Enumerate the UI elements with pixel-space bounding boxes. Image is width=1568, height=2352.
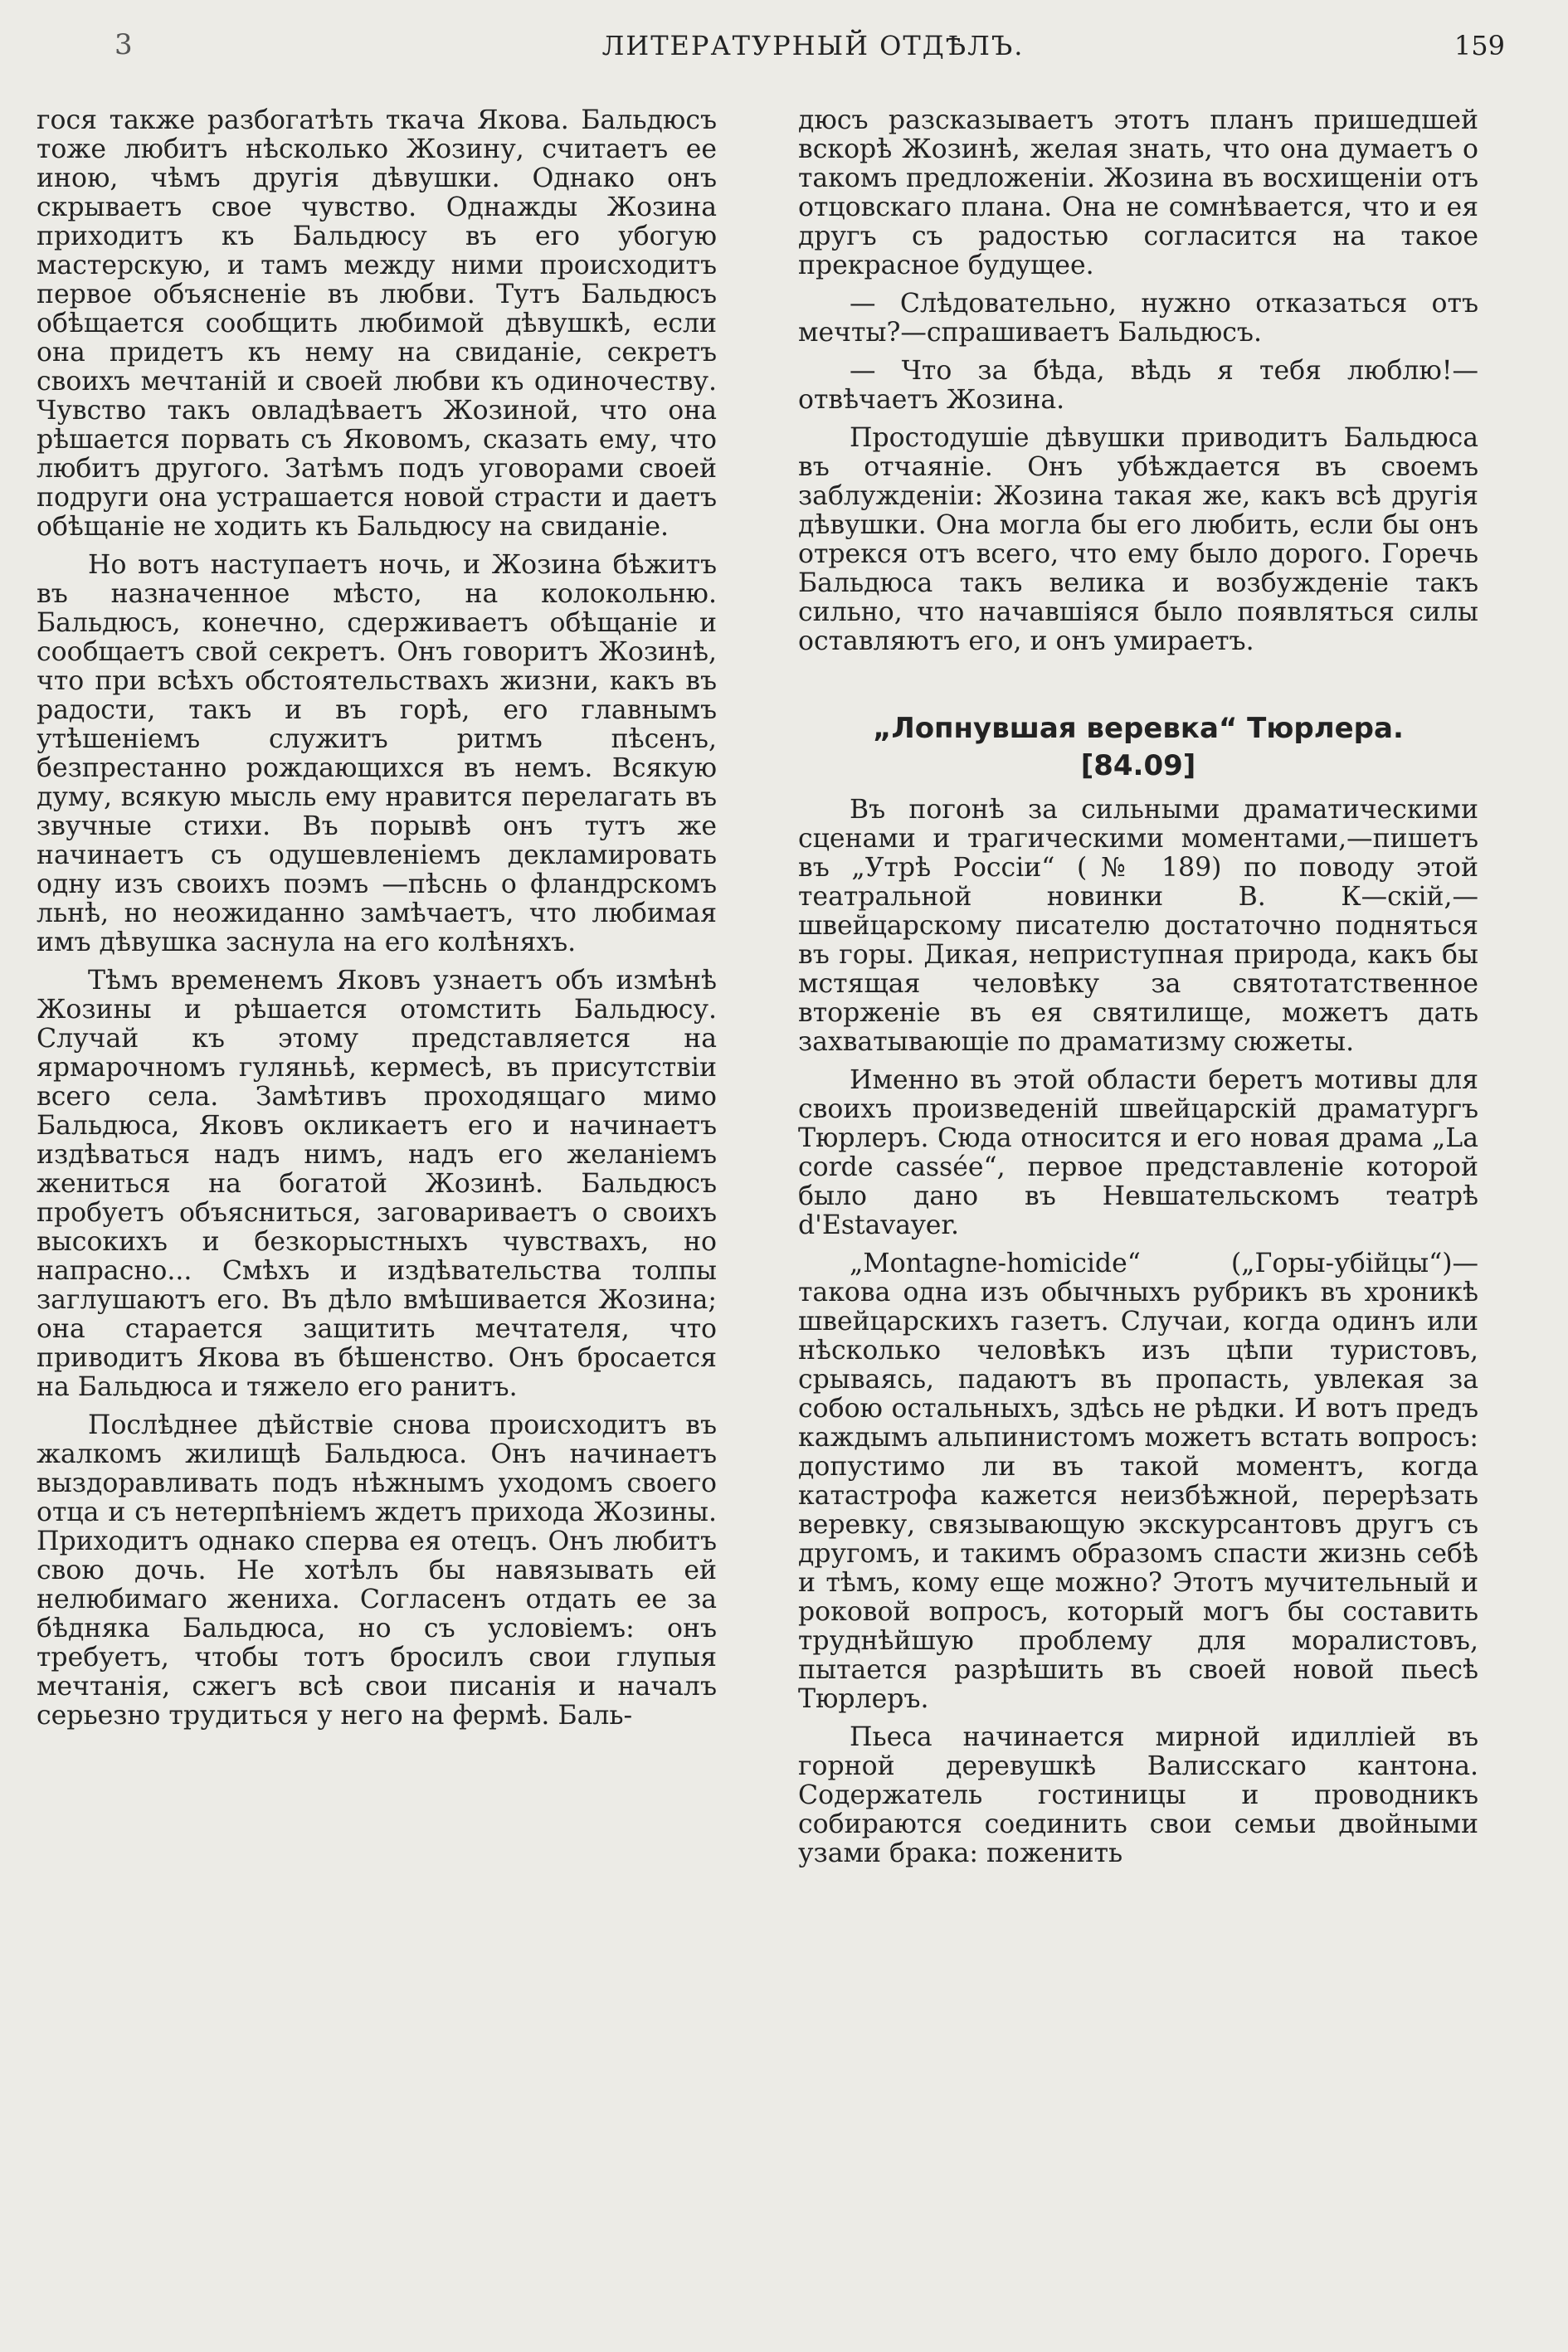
right-column [798,106,1478,1877]
page-header [108,25,1518,75]
page-number: 159 [1454,30,1505,61]
header-left-number: 3 [114,28,133,61]
dialogue-line: — Слѣдовательно, нужно отказаться отъ мечты?—спрашиваетъ Бальдюсъ. [798,289,1478,348]
paragraph: гося также разбогатѣть ткача Якова. Бальдюсъ тоже любитъ нѣсколько Жозину, считаетъ ее иною, чѣмъ другія дѣвушки. Однако онъ скрываетъ свое чувство. Однажды Жозина приходитъ къ Бальдюсу въ его убогую мастерскую, и тамъ между ними происходитъ первое объясненіе въ любви. Тутъ Бальдюсъ обѣщается сообщить любимой дѣвушкѣ, если она придетъ къ нему на свиданіе, секретъ своихъ мечтаній и своей любви къ одиночеству. Чувство такъ овладѣваетъ Жозиной, что она рѣшается порвать съ Яковомъ, сказать ему, что любитъ другого. Затѣмъ подъ уговорами своей подруги она устрашается новой страсти и даетъ обѣщаніе не ходить къ Бальдюсу на свиданіе. [37,105,717,542]
paragraph: „Montagne-homicide“ („Горы-убійцы“)—такова одна изъ обычныхъ рубрикъ въ хроникѣ швейцарскихъ газетъ. Случаи, когда одинъ или нѣсколько человѣкъ изъ цѣпи туристовъ, срываясь, падаютъ въ пропасть, увлекая за собою остальныхъ, здѣсь не рѣдки. И вотъ предъ каждымъ альпинистомъ можетъ встать вопросъ: допустимо ли въ такой моментъ, когда катастрофа кажется неизбѣжной, перерѣзать веревку, связывающую экскурсантовъ другъ съ другомъ, и такимъ образомъ спасти жизнь себѣ и тѣмъ, кому еще можно? Этотъ мучительный и роковой вопросъ, который могъ бы составить труднѣйшую проблему для моралистовъ, пытается разрѣшить въ своей новой пьесѣ Тюрлеръ. [798,1249,1478,1714]
dialogue-line: — Что за бѣда, вѣдь я тебя люблю!— отвѣчаетъ Жозина. [798,356,1478,415]
paragraph: Пьеса начинается мирной идилліей въ горной деревушкѣ Валисскаго кантона. Содержатель гостиницы и проводникъ собираются соединить свои семьи двойными узами брака: поженить [798,1722,1478,1868]
running-title: ЛИТЕРАТУРНЫЙ ОТДѢЛЪ. [601,30,1025,61]
section-title: „Лопнувшая веревка“ Тюрлера. [873,712,1404,745]
paragraph: Послѣднее дѣйствіе снова происходитъ въ жалкомъ жилищѣ Бальдюса. Онъ начинаетъ выздоравливать подъ нѣжнымъ уходомъ своего отца и съ нетерпѣніемъ ждетъ прихода Жозины. Приходитъ однако сперва ея отецъ. Онъ любитъ свою дочь. Не хотѣлъ бы навязывать ей нелюбимаго жениха. Согласенъ отдать ее за бѣдняка Бальдюса, но съ условіемъ: онъ требуетъ, чтобы тотъ бросилъ свои глупыя мечтанія, сжегъ всѣ свои писанія и началъ серьезно трудиться у него на фермѣ. Баль- [37,1410,717,1731]
paragraph: Но вотъ наступаетъ ночь, и Жозина бѣжитъ въ назначенное мѣсто, на колокольню. Бальдюсъ, конечно, сдерживаетъ обѣщаніе и сообщаетъ свой секретъ. Онъ говоритъ Жозинѣ, что при всѣхъ обстоятельствахъ жизни, какъ въ радости, такъ и въ горѣ, его главнымъ утѣшеніемъ служитъ ритмъ пѣсенъ, безпрестанно рождающихся въ немъ. Всякую думу, всякую мысль ему нравится перелагать въ звучные стихи. Въ порывѣ онъ тутъ же начинаетъ съ одушевленіемъ декламировать одну изъ своихъ поэмъ —пѣснь о фландрскомъ льнѣ, но неожиданно замѣчаетъ, что любимая имъ дѣвушка заснула на его колѣняхъ. [37,550,717,957]
paragraph: дюсъ разсказываетъ этотъ планъ пришедшей вскорѣ Жозинѣ, желая знать, что она думаетъ о такомъ предложеніи. Жозина въ восхищеніи отъ отцовскаго плана. Она не сомнѣвается, что и ея другъ съ радостью согласится на такое прекрасное будущее. [798,105,1478,280]
paragraph: Простодушіе дѣвушки приводитъ Бальдюса въ отчаяніе. Онъ убѣждается въ своемъ заблужденіи: Жозина такая же, какъ всѣ другія дѣвушки. Она могла бы его любить, если бы онъ отрекся отъ всего, что ему было дорого. Горечь Бальдюса такъ велика и возбужденіе такъ сильно, что начавшіяся было появляться силы оставляютъ его, и онъ умираетъ. [798,423,1478,656]
left-column [37,106,717,1740]
section-code: [84.09] [1080,749,1196,782]
paragraph: Въ погонѣ за сильными драматическими сценами и трагическими моментами,—пишетъ въ „Утрѣ Россіи“ (№ 189) по поводу этой театральной новинки В. К—скій,—швейцарскому писателю достаточно подняться въ горы. Дикая, неприступная природа, какъ бы мстящая человѣку за святотатственное вторженіе въ ея святилище, можетъ дать захватывающіе по драматизму сюжеты. [798,795,1478,1057]
paragraph: Именно въ этой области беретъ мотивы для своихъ произведеній швейцарскій драматургъ Тюрлеръ. Сюда относится и его новая драма „La corde cassée“, первое представленіе которой было дано въ Невшательскомъ театрѣ d'Estavayer. [798,1065,1478,1240]
paragraph: Тѣмъ временемъ Яковъ узнаетъ объ измѣнѣ Жозины и рѣшается отомстить Бальдюсу. Случай къ этому представляется на ярмарочномъ гуляньѣ, кермесѣ, въ присутствіи всего села. Замѣтивъ проходящаго мимо Бальдюса, Яковъ окликаетъ его и начинаетъ издѣваться надъ нимъ, надъ его желаніемъ жениться на богатой Жозинѣ. Бальдюсъ пробуетъ объясниться, заговариваетъ о своихъ высокихъ и безкорыстныхъ чувствахъ, но напрасно... Смѣхъ и издѣвательства толпы заглушаютъ его. Въ дѣло вмѣшивается Жозина; она старается защитить мечтателя, что приводитъ Якова въ бѣшенство. Онъ бросается на Бальдюса и тяжело его ранитъ. [37,966,717,1402]
